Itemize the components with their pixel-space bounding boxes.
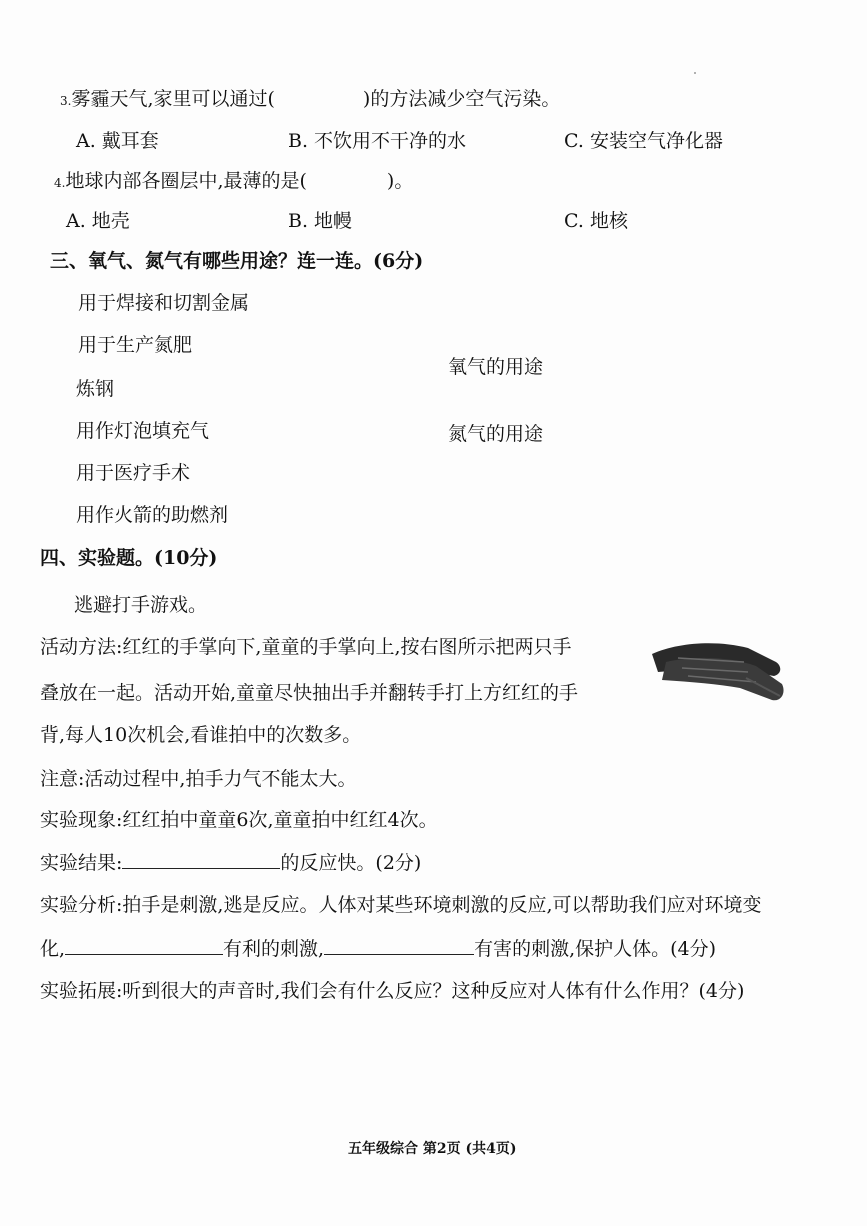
analysis-blank-1[interactable] [65, 936, 223, 955]
result-blank[interactable] [122, 850, 280, 869]
note: 注意:活动过程中,拍手力气不能太大。 [40, 768, 357, 790]
match-left-item[interactable]: 炼钢 [76, 378, 115, 400]
section4-title: 四、实验题。(10分) [40, 547, 218, 569]
q3-option-c[interactable]: C. 安装空气净化器 [564, 130, 723, 152]
analysis-blank-2[interactable] [324, 936, 474, 955]
q4-option-a[interactable]: A. 地壳 [66, 210, 130, 232]
game-title: 逃避打手游戏。 [74, 594, 208, 616]
section3-title: 三、氧气、氮气有哪些用途？连一连。(6分) [50, 250, 424, 272]
match-right-item-oxygen[interactable]: 氧气的用途 [448, 356, 544, 378]
method-line-3: 背,每人10次机会,看谁拍中的次数多。 [40, 724, 362, 746]
method-line-2: 叠放在一起。活动开始,童童尽快抽出手并翻转手打上方红红的手 [40, 682, 579, 704]
match-right-item-nitrogen[interactable]: 氮气的用途 [448, 423, 544, 445]
q4-option-c[interactable]: C. 地核 [564, 210, 628, 232]
q3-option-a[interactable]: A. 戴耳套 [76, 130, 159, 152]
q4-option-b[interactable]: B. 地幔 [288, 210, 353, 232]
q3-stem: 3.雾霾天气,家里可以通过( )的方法减少空气污染。 [60, 88, 561, 110]
match-left-item[interactable]: 用作火箭的助燃剂 [76, 504, 229, 526]
q4-stem: 4.地球内部各圈层中,最薄的是( )。 [54, 170, 414, 192]
page-footer: 五年级综合 第2页 (共4页) [348, 1141, 517, 1157]
phenomenon: 实验现象:红红拍中童童6次,童童拍中红红4次。 [40, 809, 438, 831]
extension: 实验拓展:听到很大的声音时,我们会有什么反应？这种反应对人体有什么作用？(4分) [40, 980, 745, 1002]
match-left-item[interactable]: 用作灯泡填充气 [76, 420, 210, 442]
result: 实验结果: 的反应快。(2分) [40, 852, 422, 874]
method-line-1: 活动方法:红红的手掌向下,童童的手掌向上,按右图所示把两只手 [40, 636, 572, 658]
hands-illustration [648, 632, 788, 710]
match-left-item[interactable]: 用于焊接和切割金属 [78, 292, 250, 314]
analysis-line-1: 实验分析:拍手是刺激,逃是反应。人体对某些环境刺激的反应,可以帮助我们应对环境变 [40, 894, 762, 916]
match-left-item[interactable]: 用于生产氮肥 [78, 334, 193, 356]
hands-icon [648, 632, 788, 710]
q3-number: 3. [60, 94, 72, 108]
q4-number: 4. [54, 176, 66, 190]
scan-speck [694, 72, 696, 74]
q3-option-b[interactable]: B. 不饮用不干净的水 [288, 130, 467, 152]
analysis-line-2: 化, 有利的刺激, 有害的刺激,保护人体。(4分) [40, 938, 717, 960]
match-left-item[interactable]: 用于医疗手术 [76, 462, 191, 484]
